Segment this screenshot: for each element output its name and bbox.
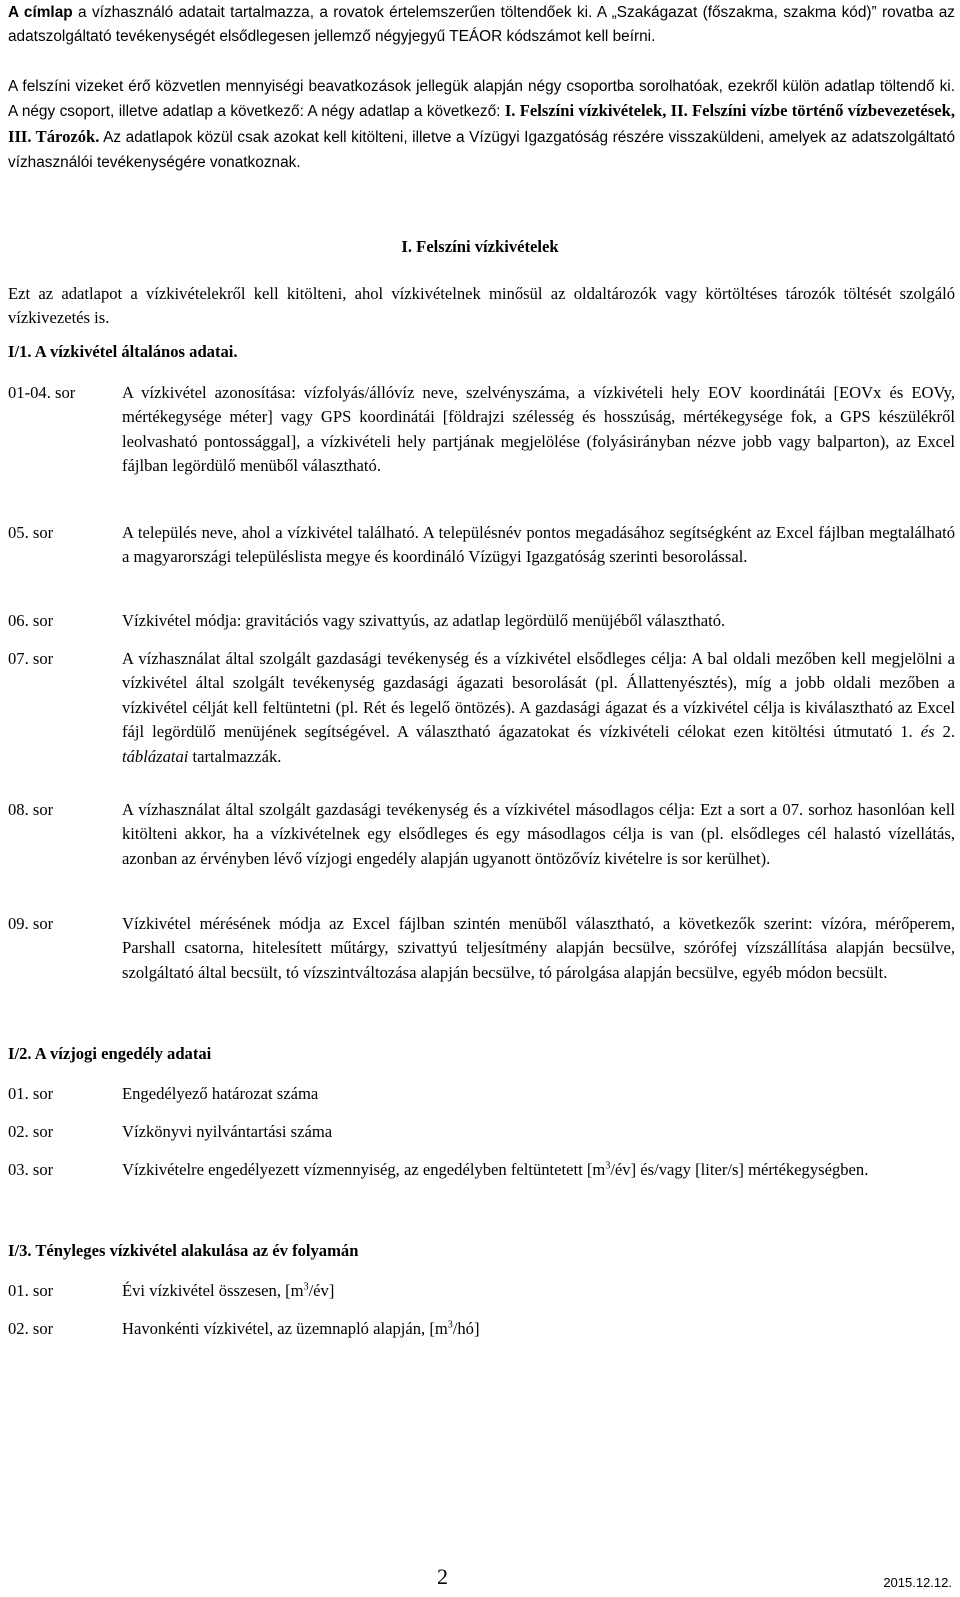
- row-label: 07. sor: [8, 649, 54, 668]
- row-text-italic: táblázatai: [122, 746, 189, 766]
- s3-row-01: [8, 1279, 955, 1303]
- intro-p2-sheets: I. Felszíni vízkivételek, II. Felszíni vízbe történő vízbevezetések, III. Tározók.: [8, 101, 956, 146]
- superscript: 3: [605, 1160, 611, 1172]
- intro-paragraph-2: [8, 74, 955, 176]
- page-number: 2: [437, 1564, 448, 1589]
- row-text: A vízhasználat által szolgált gazdasági tevékenység és a vízkivétel másodlagos célja: Ezt a sort a 07. sorhoz hasonlóan kell kitölteni akkor, ha a vízkivételnek egy elsődleges és egy másodlagos célja is van (pl. elsődleges cél halastó vízellátás, azonban az érvényben lévő vízjogi engedély alapján ugyanott öntözővíz kivételre is sor kerülhet).: [122, 800, 955, 868]
- row-text-part: A vízhasználat által szolgált gazdasági tevékenység és a vízkivétel elsődleges célja: A bal oldali mezőben kell megjelölni a vízkivétel által szolgált tevékenység gazdasági ágazati besorolását (pl. Állattenyésztés), míg a jobb oldali mezőben a vízkivétel célját kell feltüntetni (pl. Rét és legelő öntözés). A gazdasági ágazat és a vízkivétel célja is kiválasztható az Excel fájl legördülő menüjének segítségével. A választható ágazatokat és vízkivételi célokat ezen kitöltési útmutató 1.: [122, 649, 955, 742]
- intro-p1-text: a vízhasználó adatait tartalmazza, a rovatok értelemszerűen töltendőek ki. A „Szakágazat (főszakma, szakma kód)” rovatba az adatszolgáltató tevékenységét elsődlegesen jellemző négyjegyű TEÁOR kódszámot kell beírni.: [8, 4, 956, 46]
- row-text: Vízkivétel módja: gravitációs vagy szivattyús, az adatlap legördülő menüjéből választható.: [122, 611, 726, 630]
- section-intro: Ezt az adatlapot a vízkivételekről kell kitölteni, ahol vízkivételnek minősül az oldaltározók vagy körtöltéses tározók töltését szolgáló vízkivezetés is.: [8, 284, 955, 328]
- row-text: [122, 1158, 955, 1182]
- row-text-part: Évi vízkivétel összesen, [m: [122, 1281, 304, 1300]
- row-label: 06. sor: [8, 611, 54, 630]
- row-text: [122, 1317, 955, 1341]
- row-label: 03. sor: [8, 1160, 54, 1179]
- row-text: Vízkivétel mérésének módja az Excel fájlban szintén menüből választható, a következők szerint: vízóra, mérőperem, Parshall csatorna, hitelesített műtárgy, szivattyú teljesítmény alapján becsülve, szórófej vízszállítása alapján becsülve, szolgáltató által becsült, tó vízszintváltozása alapján becsülve, tó párolgása alapján becsülve, egyéb módon becsült.: [122, 914, 955, 982]
- row-text: Engedélyező határozat száma: [122, 1084, 319, 1103]
- row-label: 09. sor: [8, 914, 54, 933]
- intro-p2-text-a: A felszíni vizeket érő közvetlen mennyiségi beavatkozások jellegük alapján négy csoportba sorolhatóak, ezekről külön adatlap töltendő ki. A négy csoport, illetve adatlap a következő: A négy adatlap a következő:: [8, 78, 955, 121]
- row-text: A vízkivétel azonosítása: vízfolyás/állóvíz neve, szelvényszáma, a vízkivételi hely EOV koordinátái [EOVx és EOVy, mértékegysége méter] vagy GPS koordinátái [földrajzi szélesség és hosszúság, mértékegysége fok, a GPS készülékről leolvasható pontossággal], a vízkivételi hely partjának megjelölése (folyásirányban nézve jobb vagy balparton), az Excel fájlban legördülő menüből választható.: [122, 383, 955, 476]
- row-text: Vízkönyvi nyilvántartási száma: [122, 1122, 333, 1141]
- s1-row-01-04: [8, 381, 955, 479]
- row-text-part: Vízkivételre engedélyezett vízmennyiség, az engedélyben feltüntetett [m: [122, 1160, 606, 1179]
- intro-paragraph-1: [8, 1, 955, 50]
- superscript: 3: [447, 1319, 453, 1331]
- cover-label: A címlap: [8, 4, 73, 21]
- row-label: 02. sor: [8, 1122, 54, 1141]
- row-label: 02. sor: [8, 1319, 54, 1338]
- s2-row-01: [8, 1082, 955, 1106]
- row-text: [122, 647, 955, 769]
- row-label: 05. sor: [8, 523, 54, 542]
- s1-row-07: [8, 647, 955, 769]
- superscript: 3: [303, 1281, 309, 1293]
- s1-row-08: [8, 798, 955, 871]
- row-text-italic: és: [920, 722, 935, 742]
- row-text-part: Havonkénti vízkivétel, az üzemnapló alapján, [m: [122, 1319, 448, 1338]
- s1-row-06: [8, 609, 955, 633]
- s1-row-09: [8, 912, 955, 985]
- row-text-part: /év] és/vagy [liter/s] mértékegységben.: [610, 1160, 869, 1179]
- s1-row-05: [8, 521, 955, 570]
- section-title: I. Felszíni vízkivételek: [401, 237, 559, 256]
- row-label: 01-04. sor: [8, 383, 76, 402]
- row-label: 01. sor: [8, 1084, 54, 1103]
- row-text-part: /hó]: [452, 1319, 480, 1338]
- intro-p2-text-c: Az adatlapok közül csak azokat kell kitölteni, illetve a Vízügyi Igazgatóság részére visszaküldeni, amelyek az adatszolgáltató vízhasználói tevékenységére vonatkoznak.: [8, 128, 956, 172]
- s2-row-02: [8, 1120, 955, 1144]
- row-text-part: 2.: [934, 722, 955, 742]
- footer-date: 2015.12.12.: [883, 1575, 952, 1590]
- s3-heading: I/3. Tényleges vízkivétel alakulása az év folyamán: [8, 1241, 359, 1260]
- s2-heading: I/2. A vízjogi engedély adatai: [8, 1044, 212, 1063]
- row-text-part: /év]: [308, 1281, 335, 1300]
- row-label: 08. sor: [8, 800, 54, 819]
- row-label: 01. sor: [8, 1281, 54, 1300]
- row-text: [122, 1279, 955, 1303]
- s3-row-02: [8, 1317, 955, 1341]
- s2-row-03: [8, 1158, 955, 1182]
- s1-heading: I/1. A vízkivétel általános adatai.: [8, 342, 238, 361]
- row-text-part: tartalmazzák.: [188, 746, 282, 766]
- row-text: A település neve, ahol a vízkivétel található. A településnév pontos megadásához segítségként az Excel fájlban megtalálható a magyarországi településlista megye és koordináló Vízügyi Igazgatóság szerinti besorolással.: [122, 523, 955, 567]
